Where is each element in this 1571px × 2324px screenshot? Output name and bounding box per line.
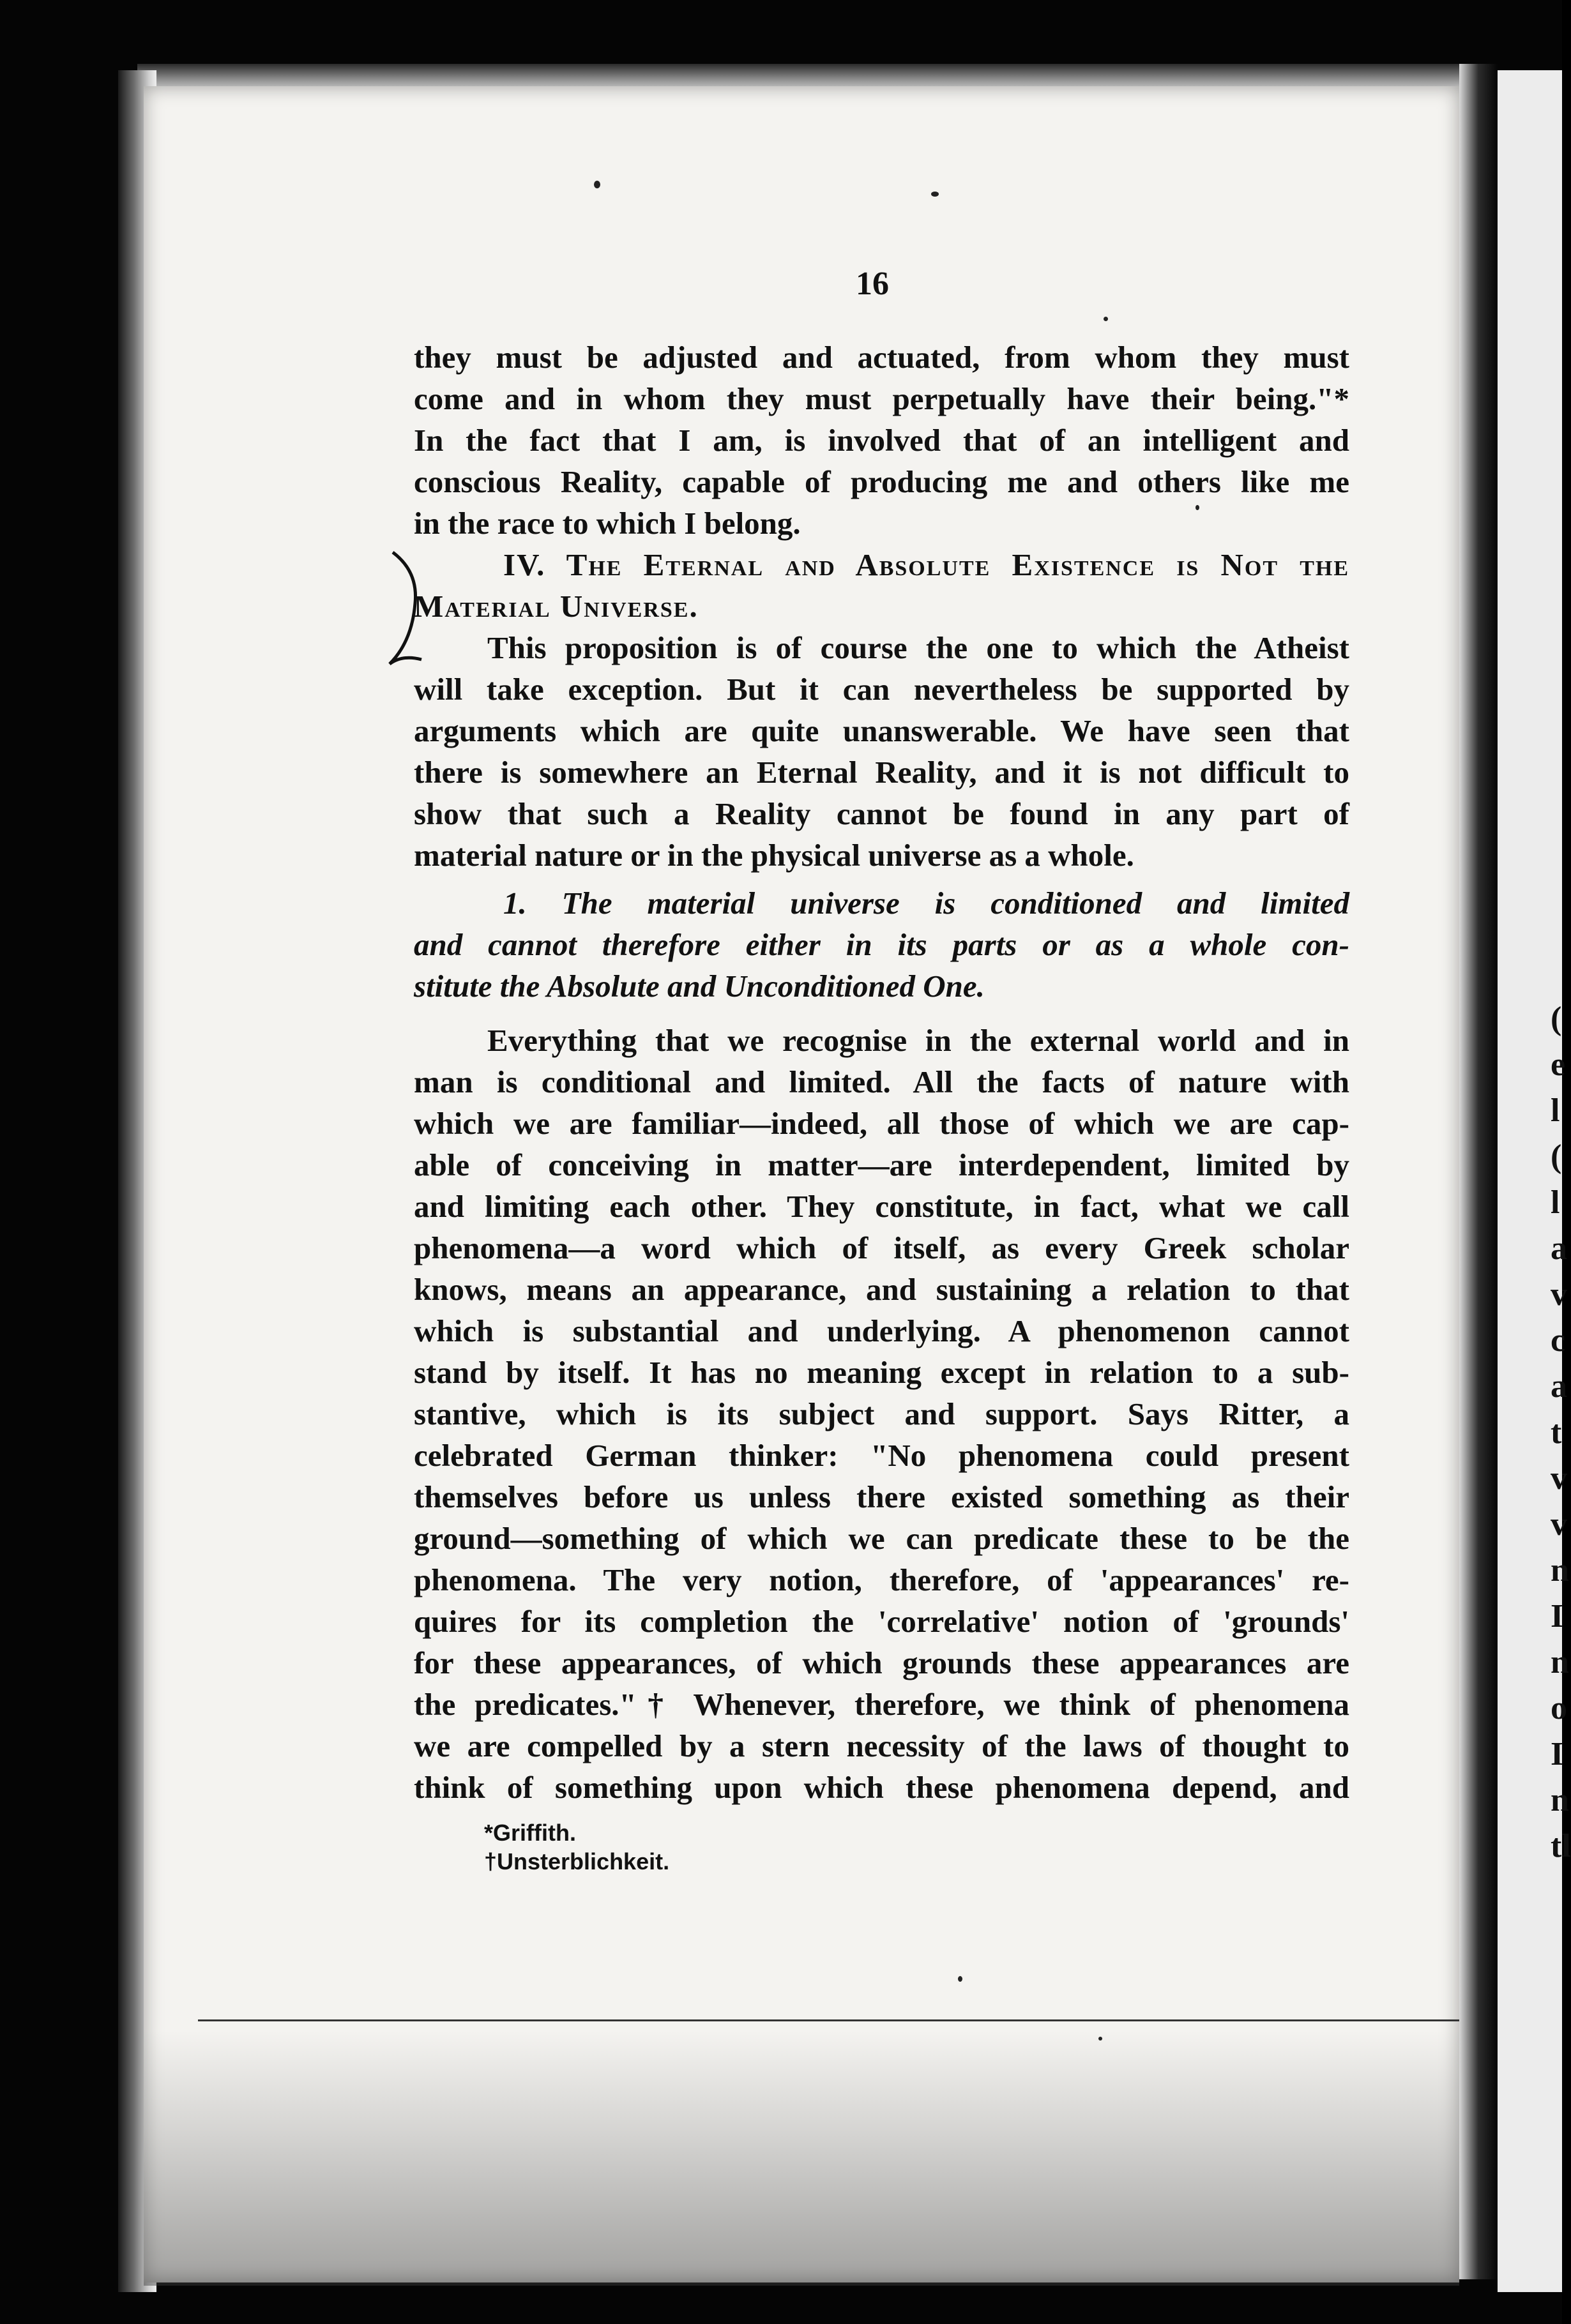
adjacent-page-glyph: v — [1551, 1506, 1567, 1543]
text-line: themselves before us unless there existed something as their — [414, 1479, 1349, 1514]
text-line: man is conditional and limited. All the facts of nature with — [414, 1064, 1349, 1099]
text-line: they must be adjusted and actuated, from whom they must — [414, 340, 1349, 375]
scan-speck — [931, 192, 939, 197]
text-line: phenomena—a word which of itself, as every Greek scholar — [414, 1230, 1349, 1265]
adjacent-page-glyph: a — [1551, 1368, 1567, 1405]
section-heading: IV. The Eternal and Absolute Existence is Not the — [503, 547, 1349, 582]
adjacent-page-glyph: tl — [1551, 1828, 1571, 1864]
text-line: will take exception. But it can nevertheless be supported by — [414, 672, 1349, 707]
text-line: for these appearances, of which grounds these appearances are — [414, 1645, 1349, 1680]
adjacent-page-glyph: I — [1551, 1736, 1564, 1772]
text-line: which we are familiar—indeed, all those of which we are cap- — [414, 1106, 1349, 1141]
text-line: In the fact that I am, is involved that of an intelligent and — [414, 423, 1349, 458]
text-line: come and in whom they must perpetually have their being."* — [414, 381, 1349, 416]
adjacent-page-glyph: v — [1551, 1460, 1567, 1497]
adjacent-page-glyph: l — [1551, 1184, 1560, 1221]
scan-speck — [1104, 317, 1108, 321]
text-line: conscious Reality, capable of producing me and others like me — [414, 464, 1349, 499]
text-line: and limiting each other. They constitute, in fact, what we call — [414, 1189, 1349, 1224]
text-line: phenomena. The very notion, therefore, of 'appearances' re- — [414, 1562, 1349, 1597]
subsection-heading: 1. The material universe is conditioned and limited — [503, 886, 1349, 921]
text-line: arguments which are quite unanswerable. We have seen that — [414, 713, 1349, 748]
adjacent-page-glyph: n — [1551, 1782, 1569, 1818]
text-line: which is substantial and underlying. A phenomenon cannot — [414, 1313, 1349, 1348]
adjacent-page-glyph: v — [1551, 1276, 1567, 1313]
text-line: think of something upon which these phenomena depend, and — [414, 1770, 1349, 1805]
text-line: stand by itself. It has no meaning except in relation to a sub- — [414, 1355, 1349, 1390]
adjacent-page-glyph: e — [1551, 1046, 1566, 1083]
adjacent-page-glyph: n — [1551, 1552, 1569, 1588]
text-line: ground—something of which we can predicate these to be the — [414, 1521, 1349, 1556]
text-line: show that such a Reality cannot be found in any part of — [414, 796, 1349, 831]
scan-speck — [1195, 505, 1199, 510]
text-line: able of conceiving in matter—are interdependent, limited by — [414, 1147, 1349, 1182]
text-line: quires for its completion the 'correlative' notion of 'grounds' — [414, 1604, 1349, 1639]
adjacent-page-glyph: a — [1551, 1230, 1567, 1267]
adjacent-page-glyph: t — [1551, 1414, 1562, 1451]
text-line: the predicates."† Whenever, therefore, we think of phenomena — [414, 1687, 1349, 1722]
adjacent-page-edge — [1498, 70, 1562, 2292]
page-bottom-rule — [198, 2019, 1494, 2021]
text-line: in the race to which I belong. — [414, 506, 801, 541]
text-line: knows, means an appearance, and sustaining a relation to that — [414, 1272, 1349, 1307]
footnote: *Griffith. — [484, 1820, 576, 1846]
text-line: material nature or in the physical universe as a whole. — [414, 838, 1134, 873]
text-line: celebrated German thinker: "No phenomena could present — [414, 1438, 1349, 1473]
footnote: †Unsterblichkeit. — [484, 1848, 670, 1875]
text-line: stantive, which is its subject and support. Says Ritter, a — [414, 1396, 1349, 1431]
text-line: Everything that we recognise in the external world and in — [487, 1023, 1349, 1058]
adjacent-page-glyph: n — [1551, 1644, 1569, 1680]
adjacent-page-glyph: l — [1551, 1092, 1560, 1129]
section-heading-continued: Material Universe. — [414, 589, 699, 624]
text-line: This proposition is of course the one to which the Atheist — [487, 630, 1349, 665]
scan-speck — [958, 1976, 962, 1982]
page-bottom-shadow — [144, 2030, 1459, 2286]
adjacent-page-glyph: ( — [1551, 1138, 1562, 1175]
adjacent-page-glyph: c — [1551, 1322, 1566, 1359]
book-gutter — [1459, 64, 1498, 2279]
scan-speck — [594, 181, 600, 188]
adjacent-page-glyph: I — [1551, 1598, 1564, 1634]
page-number: 16 — [856, 266, 889, 302]
adjacent-page-glyph: o — [1551, 1690, 1567, 1726]
subsection-heading: and cannot therefore either in its parts or as a whole con- — [414, 927, 1349, 962]
text-line: we are compelled by a stern necessity of the laws of thought to — [414, 1728, 1349, 1763]
text-line: there is somewhere an Eternal Reality, and it is not difficult to — [414, 755, 1349, 790]
subsection-heading: stitute the Absolute and Unconditioned One. — [414, 969, 985, 1004]
adjacent-page-glyph: ( — [1551, 1000, 1562, 1037]
scan-speck — [1098, 2037, 1102, 2041]
